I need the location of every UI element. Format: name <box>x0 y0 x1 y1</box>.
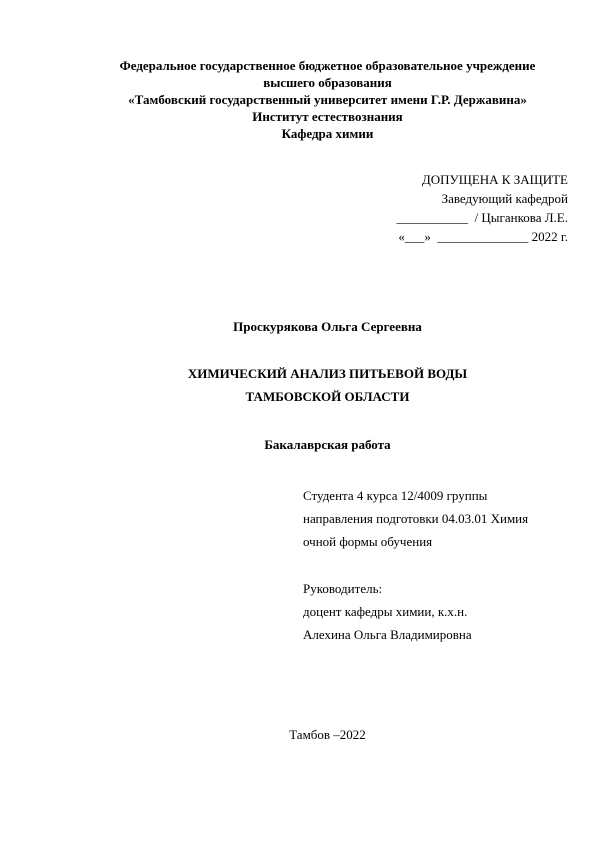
student-study-form: очной формы обучения <box>303 534 433 549</box>
student-course-group: Студента 4 курса 12/4009 группы <box>303 488 488 503</box>
supervisor-name: Алехина Ольга Владимировна <box>303 627 472 642</box>
approval-date-line: «___» ______________ 2022 г. <box>398 229 568 244</box>
supervisor-position: доцент кафедры химии, к.х.н. <box>303 604 468 619</box>
university-name-line: «Тамбовский государственный университет имени Г.Р. Державина» <box>128 92 527 107</box>
thesis-title <box>0 362 595 408</box>
supervisor-label: Руководитель: <box>303 581 383 596</box>
student-info <box>303 484 528 553</box>
department-name-line: Кафедра химии <box>281 126 374 141</box>
thesis-title-line-1: ХИМИЧЕСКИЙ АНАЛИЗ ПИТЬЕВОЙ ВОДЫ <box>187 366 468 381</box>
student-program: направления подготовки 04.03.01 Химия <box>303 511 529 526</box>
institute-name-line: Институт естествознания <box>252 109 403 124</box>
thesis-title-line-2: ТАМБОВСКОЙ ОБЛАСТИ <box>245 389 410 404</box>
institution-type-line: Федеральное государственное бюджетное образовательное учреждение <box>119 58 536 73</box>
institution-header <box>60 57 595 142</box>
approval-signature-line: ___________ / Цыганкова Л.Е. <box>396 210 568 225</box>
work-type: Бакалаврская работа <box>264 437 391 452</box>
education-level-line: высшего образования <box>263 75 392 90</box>
approval-block <box>397 170 568 246</box>
supervisor-info <box>303 577 472 646</box>
approval-role: Заведующий кафедрой <box>441 191 568 206</box>
city-year: Тамбов –2022 <box>289 727 366 742</box>
approval-status: ДОПУЩЕНА К ЗАЩИТЕ <box>421 172 568 187</box>
author-name: Проскурякова Ольга Сергеевна <box>233 319 422 334</box>
